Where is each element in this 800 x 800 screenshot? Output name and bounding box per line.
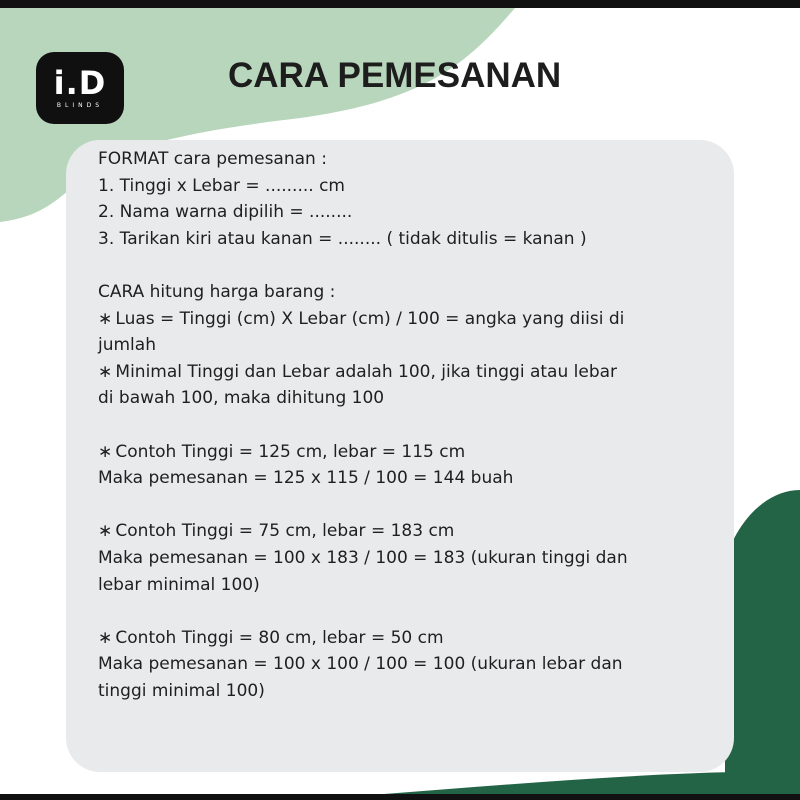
bullet-icon: ∗ (98, 627, 113, 648)
logo-subtitle: BLINDS (56, 101, 104, 109)
logo-mark: i.D (53, 63, 107, 102)
hitung-heading: CARA hitung harga barang : (98, 281, 336, 302)
format-item: 3. Tarikan kiri atau kanan = ........ ( tidak ditulis = kanan ) (98, 228, 587, 249)
rule-text-continued: jumlah (98, 335, 156, 356)
bullet-icon: ∗ (98, 441, 113, 462)
example-title (98, 439, 728, 466)
rule-text: Luas = Tinggi (cm) X Lebar (cm) / 100 = angka yang diisi di (115, 308, 625, 329)
format-heading: FORMAT cara pemesanan : (98, 149, 327, 169)
example-title-text: Contoh Tinggi = 75 cm, lebar = 183 cm (115, 521, 455, 542)
example-result: Maka pemesanan = 100 x 100 / 100 = 100 (ukuran lebar dan (98, 654, 623, 675)
example-title-text: Contoh Tinggi = 125 cm, lebar = 115 cm (115, 441, 466, 462)
bullet-icon: ∗ (98, 308, 113, 329)
rule-item (98, 306, 728, 333)
example-title (98, 518, 728, 545)
example-result: Maka pemesanan = 125 x 115 / 100 = 144 buah (98, 468, 514, 489)
example-result-continued: tinggi minimal 100) (98, 680, 265, 701)
example-title-text: Contoh Tinggi = 80 cm, lebar = 50 cm (115, 627, 444, 648)
bullet-icon: ∗ (98, 361, 113, 382)
bottom-border (0, 794, 800, 800)
example-result: Maka pemesanan = 100 x 183 / 100 = 183 (ukuran tinggi dan (98, 547, 628, 568)
example-title (98, 625, 728, 652)
brand-logo (36, 52, 124, 124)
example-result-continued: lebar minimal 100) (98, 574, 260, 595)
rule-text-continued: di bawah 100, maka dihitung 100 (98, 388, 385, 409)
bullet-icon: ∗ (98, 521, 113, 542)
format-item: 1. Tinggi x Lebar = ......... cm (98, 175, 345, 196)
format-item: 2. Nama warna dipilih = ........ (98, 202, 353, 223)
rule-text: Minimal Tinggi dan Lebar adalah 100, jika tinggi atau lebar (115, 361, 618, 382)
instructions-content (98, 146, 728, 704)
page-title: CARA PEMESANAN (228, 56, 562, 95)
dark-green-shape (725, 490, 800, 800)
rule-item (98, 359, 728, 386)
